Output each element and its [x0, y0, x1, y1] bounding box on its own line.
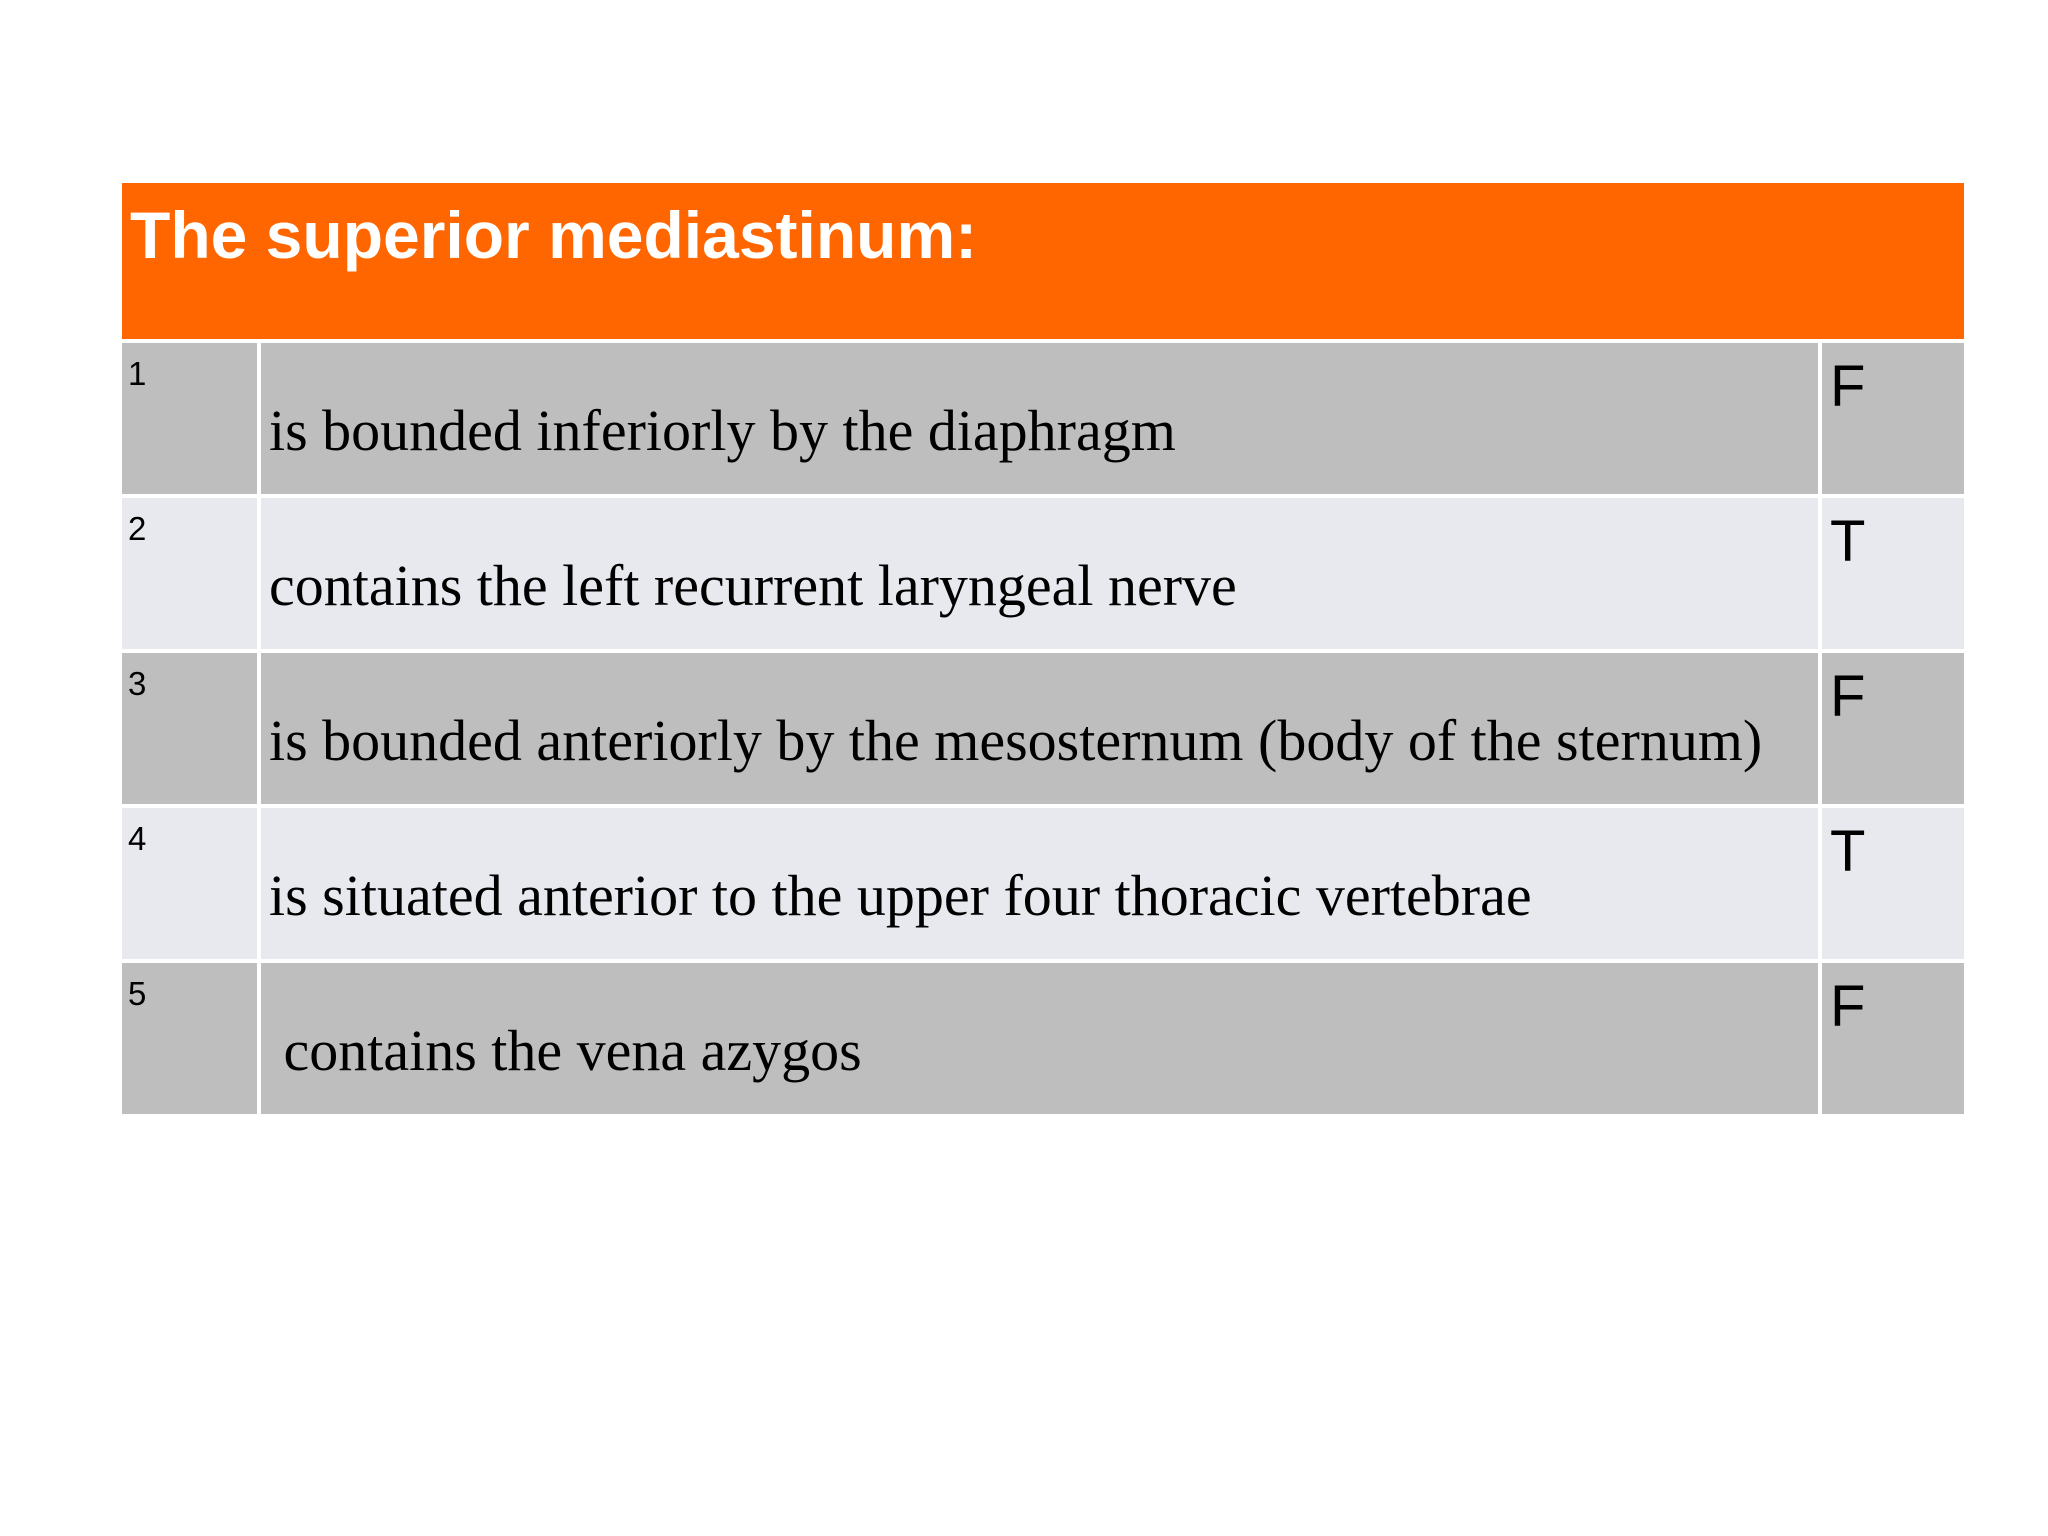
- statement-cell: [261, 963, 1818, 1114]
- row-number-cell: [122, 963, 257, 1114]
- answer-cell: [1822, 653, 1964, 804]
- statement-text: contains the left recurrent laryngeal nerve: [269, 553, 1237, 618]
- statement-cell: [261, 653, 1818, 804]
- statement-text: is bounded inferiorly by the diaphragm: [269, 398, 1176, 463]
- answer-text: T: [1830, 509, 1866, 574]
- statement-text: is situated anterior to the upper four thoracic vertebrae: [269, 863, 1532, 928]
- row-number-cell: [122, 343, 257, 494]
- row-number-cell: [122, 653, 257, 804]
- quiz-table: [122, 183, 1964, 1114]
- answer-text: F: [1830, 354, 1866, 419]
- answer-cell: [1822, 498, 1964, 649]
- statement-cell: [261, 498, 1818, 649]
- table-row: [122, 343, 1964, 494]
- answer-text: T: [1830, 819, 1866, 884]
- statement-cell: [261, 343, 1818, 494]
- row-number: 4: [128, 820, 147, 857]
- table-row: [122, 963, 1964, 1114]
- row-number: 2: [128, 510, 147, 547]
- table-row: [122, 653, 1964, 804]
- slide-title: The superior mediastinum:: [130, 198, 978, 272]
- answer-cell: [1822, 343, 1964, 494]
- answer-text: F: [1830, 974, 1866, 1039]
- statement-text: is bounded anteriorly by the mesosternum (body of the sternum): [269, 708, 1763, 773]
- answer-cell: [1822, 808, 1964, 959]
- statement-text: contains the vena azygos: [269, 1018, 862, 1083]
- table-header: [122, 183, 1964, 339]
- table-row: [122, 808, 1964, 959]
- answer-cell: [1822, 963, 1964, 1114]
- row-number: 1: [128, 355, 147, 392]
- row-number: 5: [128, 975, 147, 1012]
- row-number-cell: [122, 498, 257, 649]
- table-row: [122, 498, 1964, 649]
- row-number-cell: [122, 808, 257, 959]
- statement-cell: [261, 808, 1818, 959]
- answer-text: F: [1830, 664, 1866, 729]
- row-number: 3: [128, 665, 147, 702]
